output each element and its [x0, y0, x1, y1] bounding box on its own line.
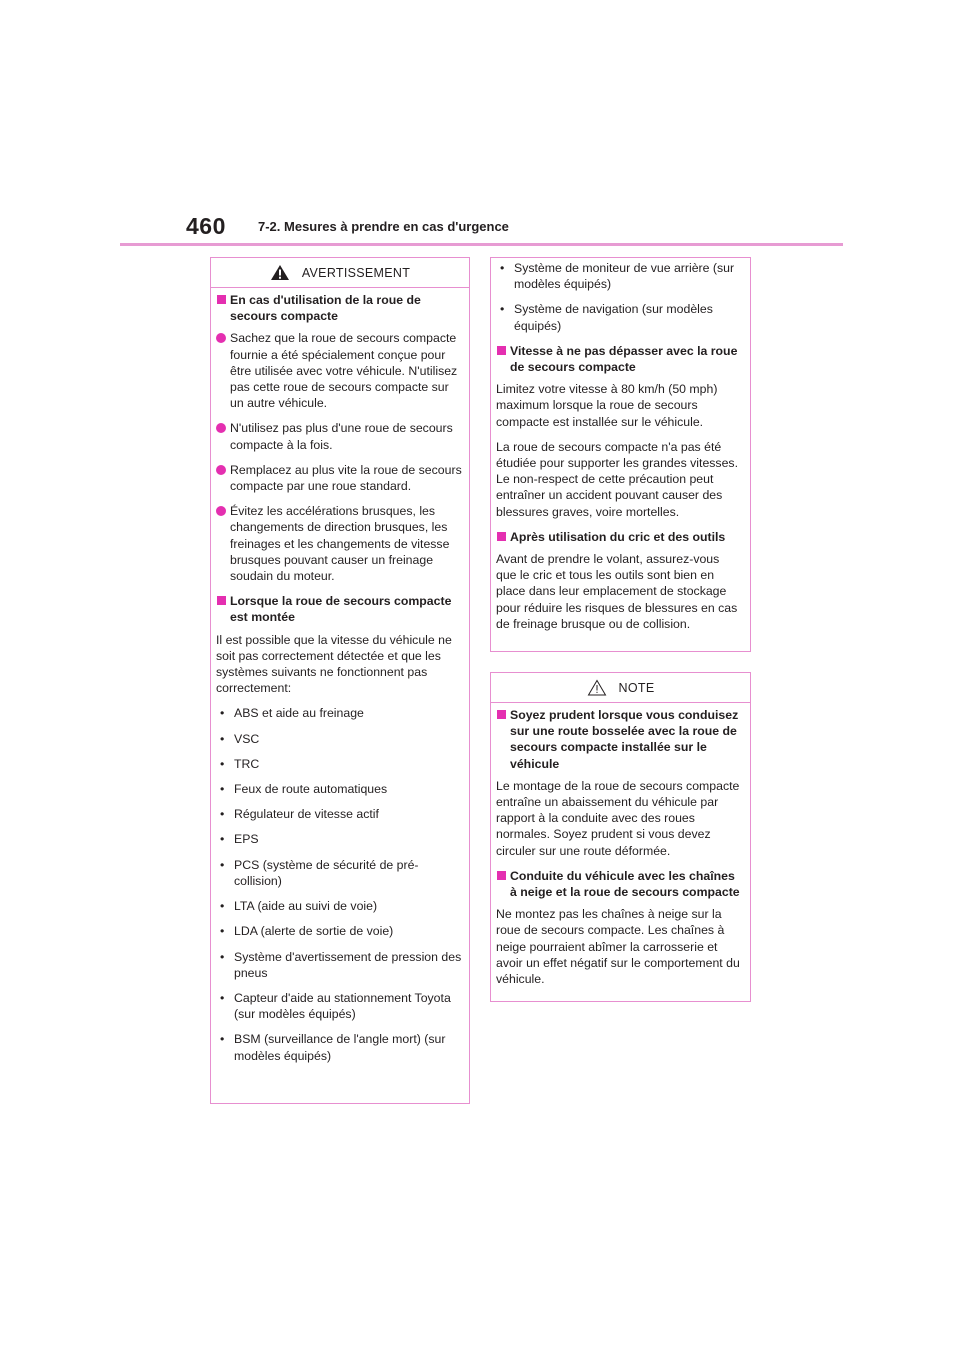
list-item: • VSC: [220, 731, 462, 747]
list-item: Lorsque la roue de secours compacte est montée: [216, 593, 462, 625]
list-item: • Régulateur de vitesse actif: [220, 806, 462, 822]
header-rule: [120, 243, 843, 246]
note-box-header: [491, 673, 750, 703]
page-number: 460: [186, 213, 226, 239]
warning-box-body: [211, 288, 469, 1081]
list-item: • Système d'avertissement de pression des pneus: [220, 949, 462, 981]
list-item: Après utilisation du cric et des outils: [496, 529, 743, 545]
list-item: • LTA (aide au suivi de voie): [220, 898, 462, 914]
list-item: Soyez prudent lorsque vous conduisez sur une route bosselée avec la roue de secours compacte installée sur le véhicule: [496, 707, 743, 772]
caution-triangle-icon: [587, 679, 607, 696]
list-item: Vitesse à ne pas dépasser avec la roue de secours compacte: [496, 343, 743, 375]
list-item: • EPS: [220, 831, 462, 847]
list-item: Limitez votre vitesse à 80 km/h (50 mph) maximum lorsque la roue de secours compacte est installée sur le véhicule.: [496, 382, 718, 429]
warning-box-title: AVERTISSEMENT: [301, 265, 411, 280]
list-item: • ABS et aide au freinage: [220, 705, 462, 721]
warning-triangle-icon: [270, 264, 290, 281]
list-item: Ne montez pas les chaînes à neige sur la roue de secours compacte. Les chaînes à neige pourraient abîmer la carrosserie et avoir un effet négatif sur le comportement du véhicule.: [496, 907, 740, 987]
list-item: Conduite du véhicule avec les chaînes à neige et la roue de secours compacte: [496, 868, 743, 900]
list-item: La roue de secours compacte n'a pas été étudiée pour supporter les grandes vitesses. Le non-respect de cette précaution peut entraîner un accident pouvant causer des blessures graves, voire mortelles.: [496, 439, 738, 519]
list-item: • BSM (surveillance de l'angle mort) (sur modèles équipés): [220, 1031, 462, 1063]
list-item: • PCS (système de sécurité de pré-collision): [220, 857, 462, 889]
list-item: Remplacez au plus vite la roue de secours compacte par une roue standard.: [216, 462, 462, 494]
list-item: • TRC: [220, 756, 462, 772]
list-item: N'utilisez pas plus d'une roue de secours compacte à la fois.: [216, 420, 462, 452]
list-item: Sachez que la roue de secours compacte fournie a été spécialement conçue pour être utilisée avec votre véhicule. N'utilisez pas cette roue de secours compacte sur un autre véhicule.: [216, 330, 462, 411]
list-item: • Système de moniteur de vue arrière (sur modèles équipés): [500, 260, 743, 292]
warning-box-header: [211, 258, 469, 288]
note-box-body: [491, 703, 750, 1004]
list-item: Avant de prendre le volant, assurez-vous que le cric et tous les outils sont bien en place dans leur emplacement de stockage pour réduire les risques de blessures en cas de freinage brusque ou de collision.: [496, 552, 738, 631]
list-item: • Feux de route automatiques: [220, 781, 462, 797]
section-title: 7-2. Mesures à prendre en cas d'urgence: [258, 219, 509, 234]
note-box-title: NOTE: [618, 680, 655, 695]
warning-box-continued: [490, 257, 751, 652]
warning-box-continued-body: [491, 258, 750, 649]
list-item: En cas d'utilisation de la roue de secours compacte: [216, 292, 462, 324]
warning-box: [210, 257, 470, 1104]
list-item: • Système de navigation (sur modèles équipés): [500, 301, 743, 333]
list-item: Le montage de la roue de secours compacte entraîne un abaissement du véhicule par rapport à la conduite avec des roues normales. Soyez prudent si vous devez circuler sur une route déformée.: [496, 778, 740, 858]
list-item: Il est possible que la vitesse du véhicule ne soit pas correctement détectée et que les systèmes suivants ne fonctionnent pas correctement:: [216, 632, 452, 696]
list-item: Évitez les accélérations brusques, les changements de direction brusques, les freinages et les changements de vitesse brusques pouvant causer un freinage soudain du moteur.: [216, 503, 462, 584]
list-item: • Capteur d'aide au stationnement Toyota (sur modèles équipés): [220, 990, 462, 1022]
note-box: [490, 672, 751, 1002]
list-item: • LDA (alerte de sortie de voie): [220, 923, 462, 939]
